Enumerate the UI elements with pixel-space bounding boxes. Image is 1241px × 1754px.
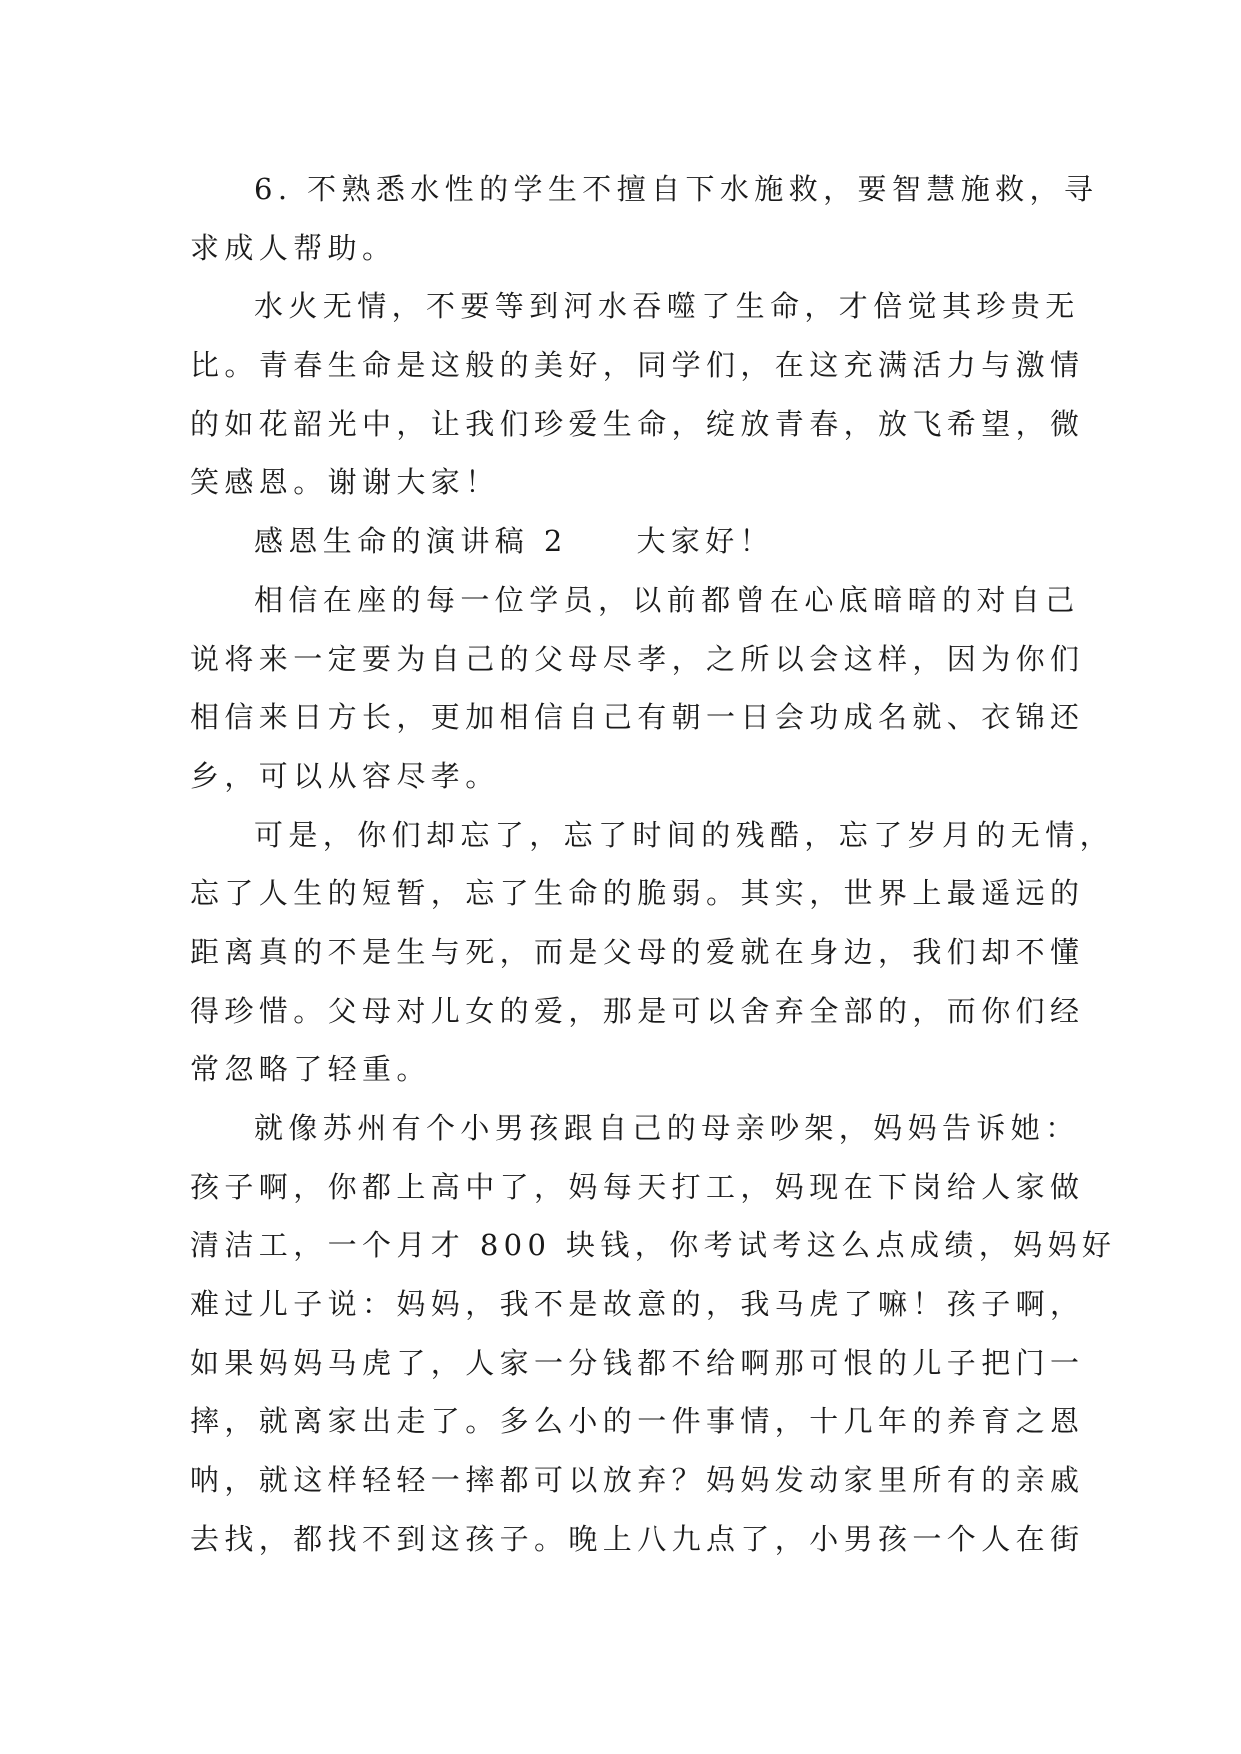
paragraph-forgot-line-1: 可是，你们却忘了，忘了时间的残酷，忘了岁月的无情， (254, 817, 1115, 852)
paragraph-closing-line-2: 比。青春生命是这般的美好，同学们，在这充满活力与激情 (190, 348, 1085, 383)
paragraph-story-line-1: 就像苏州有个小男孩跟自己的母亲吵架，妈妈告诉她： (254, 1111, 1080, 1145)
paragraph-story-line-5: 如果妈妈马虎了，人家一分钱都不给啊那可恨的儿子把门一 (190, 1345, 1085, 1380)
paragraph-forgot-line-2: 忘了人生的短暂，忘了生命的脆弱。其实，世界上最遥远的 (190, 876, 1085, 911)
paragraph-trust-line-4: 乡，可以从容尽孝。 (190, 758, 500, 793)
paragraph-story-line-7: 呐，就这样轻轻一摔都可以放弃？妈妈发动家里所有的亲戚 (190, 1463, 1085, 1498)
speech-2-heading: 感恩生命的演讲稿 2 大家好！ (254, 524, 775, 559)
paragraph-trust-line-2: 说将来一定要为自己的父母尽孝，之所以会这样，因为你们 (190, 641, 1085, 676)
paragraph-forgot-line-5: 常忽略了轻重。 (190, 1052, 431, 1087)
document-body (190, 160, 1117, 1569)
paragraph-forgot-line-4: 得珍惜。父母对儿女的爱，那是可以舍弃全部的，而你们经 (190, 993, 1085, 1028)
paragraph-closing-line-4: 笑感恩。谢谢大家！ (190, 465, 500, 500)
paragraph-story-line-2: 孩子啊，你都上高中了，妈每天打工，妈现在下岗给人家做 (190, 1169, 1085, 1204)
paragraph-story-line-4: 难过儿子说：妈妈，我不是故意的，我马虎了嘛！孩子啊， (190, 1287, 1085, 1322)
paragraph-6-line-1: 6. 不熟悉水性的学生不擅自下水施救，要智慧施救，寻 (254, 172, 1099, 206)
paragraph-story-line-8: 去找，都找不到这孩子。晚上八九点了，小男孩一个人在街 (190, 1521, 1085, 1556)
paragraph-trust-line-3: 相信来日方长，更加相信自己有朝一日会功成名就、衣锦还 (190, 700, 1085, 735)
paragraph-story-line-6: 摔，就离家出走了。多么小的一件事情，十几年的养育之恩 (190, 1404, 1085, 1439)
paragraph-closing-line-3: 的如花韶光中，让我们珍爱生命，绽放青春，放飞希望，微 (190, 406, 1085, 441)
paragraph-story-line-3: 清洁工，一个月才 800 块钱，你考试考这么点成绩，妈妈好 (190, 1228, 1117, 1263)
paragraph-trust-line-1: 相信在座的每一位学员，以前都曾在心底暗暗的对自己 (254, 582, 1080, 617)
paragraph-closing-line-1: 水火无情，不要等到河水吞噬了生命，才倍觉其珍贵无 (254, 289, 1080, 324)
paragraph-forgot-line-3: 距离真的不是生与死，而是父母的爱就在身边，我们却不懂 (190, 934, 1085, 969)
paragraph-6-line-2: 求成人帮助。 (190, 230, 397, 265)
